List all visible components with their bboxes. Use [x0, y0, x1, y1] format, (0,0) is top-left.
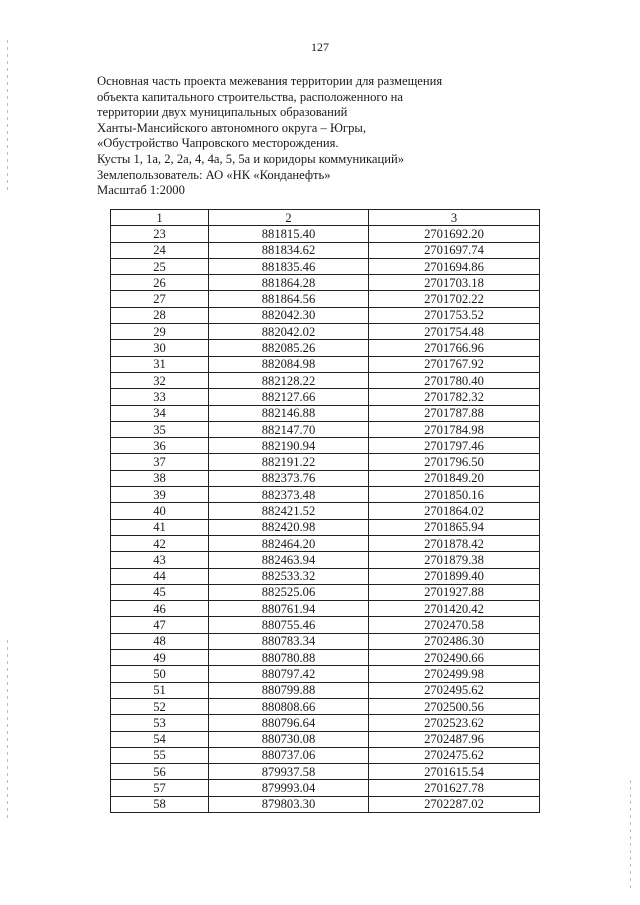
header-line: территории двух муниципальных образований: [97, 105, 348, 120]
y-coordinate-cell: 2701692.20: [369, 226, 540, 242]
column-header: 2: [209, 210, 369, 226]
header-line: Ханты-Мансийского автономного округа – Югры,: [97, 120, 367, 135]
point-number-cell: 48: [111, 633, 209, 649]
x-coordinate-cell: 881864.56: [209, 291, 369, 307]
table-row: [111, 356, 540, 372]
point-number-cell: 44: [111, 568, 209, 584]
coordinates-table: [110, 209, 540, 813]
table-row: [111, 454, 540, 470]
x-coordinate-cell: 882084.98: [209, 356, 369, 372]
point-number-cell: 50: [111, 666, 209, 682]
y-coordinate-cell: 2702490.66: [369, 650, 540, 666]
point-number-cell: 23: [111, 226, 209, 242]
point-number-cell: 47: [111, 617, 209, 633]
x-coordinate-cell: 880799.88: [209, 682, 369, 698]
coordinates-table-wrapper: [110, 209, 540, 813]
y-coordinate-cell: 2701927.88: [369, 584, 540, 600]
scan-edge-left-lower: [7, 640, 8, 820]
point-number-cell: 26: [111, 275, 209, 291]
y-coordinate-cell: 2701694.86: [369, 258, 540, 274]
y-coordinate-cell: 2701754.48: [369, 324, 540, 340]
y-coordinate-cell: 2701899.40: [369, 568, 540, 584]
table-row: [111, 487, 540, 503]
point-number-cell: 38: [111, 470, 209, 486]
point-number-cell: 25: [111, 258, 209, 274]
y-coordinate-cell: 2701784.98: [369, 421, 540, 437]
table-row: [111, 470, 540, 486]
table-row: [111, 601, 540, 617]
table-row: [111, 552, 540, 568]
table-row: [111, 780, 540, 796]
x-coordinate-cell: 882191.22: [209, 454, 369, 470]
table-row: [111, 666, 540, 682]
point-number-cell: 46: [111, 601, 209, 617]
y-coordinate-cell: 2701782.32: [369, 389, 540, 405]
x-coordinate-cell: 879937.58: [209, 764, 369, 780]
y-coordinate-cell: 2702495.62: [369, 682, 540, 698]
point-number-cell: 24: [111, 242, 209, 258]
table-row: [111, 421, 540, 437]
y-coordinate-cell: 2702500.56: [369, 698, 540, 714]
table-row: [111, 764, 540, 780]
x-coordinate-cell: 881835.46: [209, 258, 369, 274]
point-number-cell: 33: [111, 389, 209, 405]
x-coordinate-cell: 880755.46: [209, 617, 369, 633]
x-coordinate-cell: 882146.88: [209, 405, 369, 421]
y-coordinate-cell: 2701878.42: [369, 535, 540, 551]
x-coordinate-cell: 880730.08: [209, 731, 369, 747]
point-number-cell: 49: [111, 650, 209, 666]
point-number-cell: 51: [111, 682, 209, 698]
point-number-cell: 56: [111, 764, 209, 780]
y-coordinate-cell: 2701879.38: [369, 552, 540, 568]
point-number-cell: 42: [111, 535, 209, 551]
column-header: 1: [111, 210, 209, 226]
table-row: [111, 242, 540, 258]
table-row: [111, 650, 540, 666]
x-coordinate-cell: 882421.52: [209, 503, 369, 519]
x-coordinate-cell: 880780.88: [209, 650, 369, 666]
land-user-line: Землепользователь: АО «НК «Конданефть»: [97, 167, 331, 182]
table-row: [111, 291, 540, 307]
x-coordinate-cell: 882147.70: [209, 421, 369, 437]
document-header: [97, 74, 517, 199]
y-coordinate-cell: 2702499.98: [369, 666, 540, 682]
y-coordinate-cell: 2702470.58: [369, 617, 540, 633]
table-row: [111, 519, 540, 535]
x-coordinate-cell: 880761.94: [209, 601, 369, 617]
table-row: [111, 226, 540, 242]
x-coordinate-cell: 880808.66: [209, 698, 369, 714]
table-row: [111, 715, 540, 731]
table-row: [111, 340, 540, 356]
header-line: Основная часть проекта межевания территории для размещения: [97, 74, 443, 88]
point-number-cell: 37: [111, 454, 209, 470]
point-number-cell: 39: [111, 487, 209, 503]
x-coordinate-cell: 882533.32: [209, 568, 369, 584]
x-coordinate-cell: 879993.04: [209, 780, 369, 796]
table-row: [111, 747, 540, 763]
y-coordinate-cell: 2701615.54: [369, 764, 540, 780]
x-coordinate-cell: 881815.40: [209, 226, 369, 242]
point-number-cell: 27: [111, 291, 209, 307]
y-coordinate-cell: 2701766.96: [369, 340, 540, 356]
table-row: [111, 275, 540, 291]
point-number-cell: 30: [111, 340, 209, 356]
table-row: [111, 731, 540, 747]
x-coordinate-cell: 882190.94: [209, 438, 369, 454]
x-coordinate-cell: 879803.30: [209, 796, 369, 812]
point-number-cell: 54: [111, 731, 209, 747]
y-coordinate-cell: 2701864.02: [369, 503, 540, 519]
x-coordinate-cell: 882128.22: [209, 372, 369, 388]
x-coordinate-cell: 882420.98: [209, 519, 369, 535]
x-coordinate-cell: 882373.48: [209, 487, 369, 503]
y-coordinate-cell: 2701697.74: [369, 242, 540, 258]
table-row: [111, 503, 540, 519]
y-coordinate-cell: 2702487.96: [369, 731, 540, 747]
x-coordinate-cell: 882463.94: [209, 552, 369, 568]
y-coordinate-cell: 2701753.52: [369, 307, 540, 323]
table-row: [111, 405, 540, 421]
header-line: Кусты 1, 1а, 2, 2а, 4, 4а, 5, 5а и коридоры коммуникаций»: [97, 151, 405, 166]
table-row: [111, 796, 540, 812]
x-coordinate-cell: 882042.30: [209, 307, 369, 323]
point-number-cell: 29: [111, 324, 209, 340]
x-coordinate-cell: 880737.06: [209, 747, 369, 763]
table-row: [111, 682, 540, 698]
header-line: объекта капитального строительства, расположенного на: [97, 89, 403, 104]
point-number-cell: 35: [111, 421, 209, 437]
y-coordinate-cell: 2702523.62: [369, 715, 540, 731]
point-number-cell: 55: [111, 747, 209, 763]
y-coordinate-cell: 2701850.16: [369, 487, 540, 503]
table-row: [111, 584, 540, 600]
table-row: [111, 389, 540, 405]
y-coordinate-cell: 2701849.20: [369, 470, 540, 486]
y-coordinate-cell: 2701702.22: [369, 291, 540, 307]
table-row: [111, 633, 540, 649]
table-row: [111, 324, 540, 340]
y-coordinate-cell: 2701797.46: [369, 438, 540, 454]
y-coordinate-cell: 2701703.18: [369, 275, 540, 291]
scan-edge-right: [630, 780, 631, 890]
point-number-cell: 31: [111, 356, 209, 372]
y-coordinate-cell: 2701865.94: [369, 519, 540, 535]
point-number-cell: 36: [111, 438, 209, 454]
point-number-cell: 45: [111, 584, 209, 600]
page-number: 127: [311, 40, 329, 54]
y-coordinate-cell: 2701780.40: [369, 372, 540, 388]
table-row: [111, 617, 540, 633]
y-coordinate-cell: 2702486.30: [369, 633, 540, 649]
point-number-cell: 53: [111, 715, 209, 731]
x-coordinate-cell: 881834.62: [209, 242, 369, 258]
point-number-cell: 41: [111, 519, 209, 535]
table-row: [111, 307, 540, 323]
y-coordinate-cell: 2701627.78: [369, 780, 540, 796]
point-number-cell: 28: [111, 307, 209, 323]
table-row: [111, 698, 540, 714]
point-number-cell: 57: [111, 780, 209, 796]
table-row: [111, 438, 540, 454]
scan-edge-left: [7, 40, 8, 190]
x-coordinate-cell: 882373.76: [209, 470, 369, 486]
x-coordinate-cell: 882127.66: [209, 389, 369, 405]
point-number-cell: 43: [111, 552, 209, 568]
x-coordinate-cell: 880797.42: [209, 666, 369, 682]
column-header: 3: [369, 210, 540, 226]
point-number-cell: 32: [111, 372, 209, 388]
table-row: [111, 568, 540, 584]
x-coordinate-cell: 882042.02: [209, 324, 369, 340]
x-coordinate-cell: 881864.28: [209, 275, 369, 291]
scale-line: Масштаб 1:2000: [97, 183, 185, 198]
x-coordinate-cell: 880783.34: [209, 633, 369, 649]
table-row: [111, 258, 540, 274]
x-coordinate-cell: 882525.06: [209, 584, 369, 600]
table-header-row: [111, 210, 540, 226]
point-number-cell: 40: [111, 503, 209, 519]
y-coordinate-cell: 2701767.92: [369, 356, 540, 372]
header-line: «Обустройство Чапровского месторождения.: [97, 136, 339, 151]
point-number-cell: 52: [111, 698, 209, 714]
x-coordinate-cell: 880796.64: [209, 715, 369, 731]
y-coordinate-cell: 2701420.42: [369, 601, 540, 617]
point-number-cell: 58: [111, 796, 209, 812]
x-coordinate-cell: 882464.20: [209, 535, 369, 551]
point-number-cell: 34: [111, 405, 209, 421]
y-coordinate-cell: 2702475.62: [369, 747, 540, 763]
y-coordinate-cell: 2701796.50: [369, 454, 540, 470]
y-coordinate-cell: 2701787.88: [369, 405, 540, 421]
table-row: [111, 535, 540, 551]
y-coordinate-cell: 2702287.02: [369, 796, 540, 812]
coordinates-table-body: [111, 210, 540, 813]
table-row: [111, 372, 540, 388]
x-coordinate-cell: 882085.26: [209, 340, 369, 356]
